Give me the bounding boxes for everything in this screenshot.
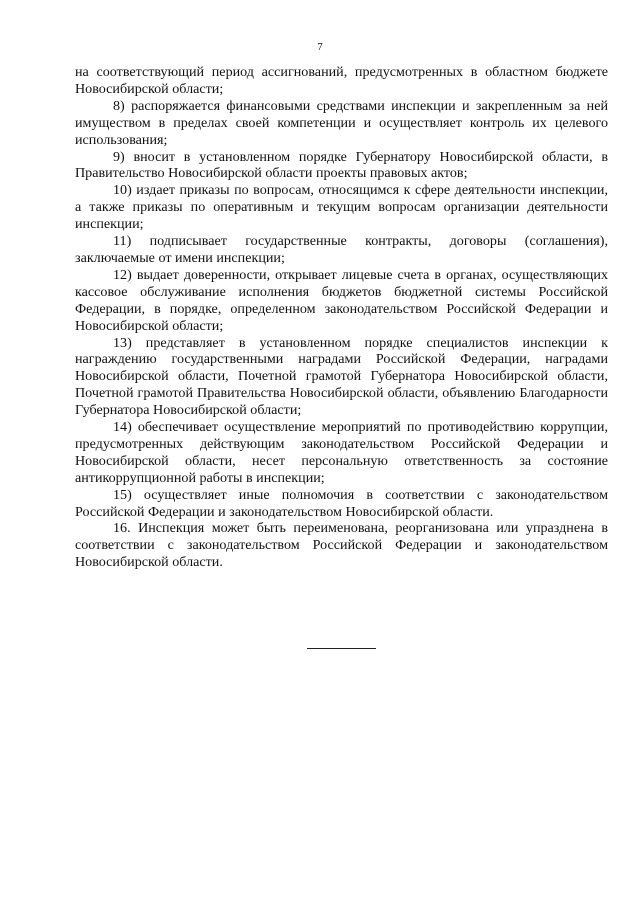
paragraph-item-12: 12) выдает доверенности, открывает лицевые счета в органах, осуществляющих кассовое обслуживание исполнения бюджетов бюджетной системы Российской Федерации, в порядке, определенном законодательством Российской Федерации и Новосибирской области;: [75, 266, 608, 334]
end-divider: [307, 648, 376, 649]
paragraph-item-8: 8) распоряжается финансовыми средствами инспекции и закрепленным за ней имуществом в пределах своей компетенции и осуществляет контроль их целевого использования;: [75, 97, 608, 148]
page-number: 7: [317, 41, 323, 53]
paragraph-section-16: 16. Инспекция может быть переименована, реорганизована или упразднена в соответствии с законодательством Российской Федерации и законодательством Новосибирской области.: [75, 520, 608, 571]
paragraph-item-10: 10) издает приказы по вопросам, относящимся к сфере деятельности инспекции, а также приказы по оперативным и текущим вопросам организации деятельности инспекции;: [75, 182, 608, 233]
paragraph-item-14: 14) обеспечивает осуществление мероприятий по противодействию коррупции, предусмотренных действующим законодательством Российской Федерации и Новосибирской области, несет персональную ответственность за состояние антикоррупционной работы в инспекции;: [75, 419, 608, 486]
paragraph-item-9: 9) вносит в установленном порядке Губернатору Новосибирской области, в Правительство Новосибирской области проекты правовых актов;: [75, 148, 608, 182]
paragraph-item-15: 15) осуществляет иные полномочия в соответствии с законодательством Российской Федерации и законодательством Новосибирской области.: [75, 486, 608, 520]
document-body: [75, 64, 608, 571]
paragraph-item-13: 13) представляет в установленном порядке специалистов инспекции к награждению государственными наградами Российской Федерации, наградами Новосибирской области, Почетной грамотой Губернатора Новосибирской области, Почетной грамотой Правительства Новосибирской области, объявлению Благодарности Губернатора Новосибирской области;: [75, 334, 608, 419]
paragraph-item-11: 11) подписывает государственные контракты, договоры (соглашения), заключаемые от имени инспекции;: [75, 233, 608, 266]
paragraph-continuation: на соответствующий период ассигнований, предусмотренных в областном бюджете Новосибирской области;: [75, 64, 608, 97]
